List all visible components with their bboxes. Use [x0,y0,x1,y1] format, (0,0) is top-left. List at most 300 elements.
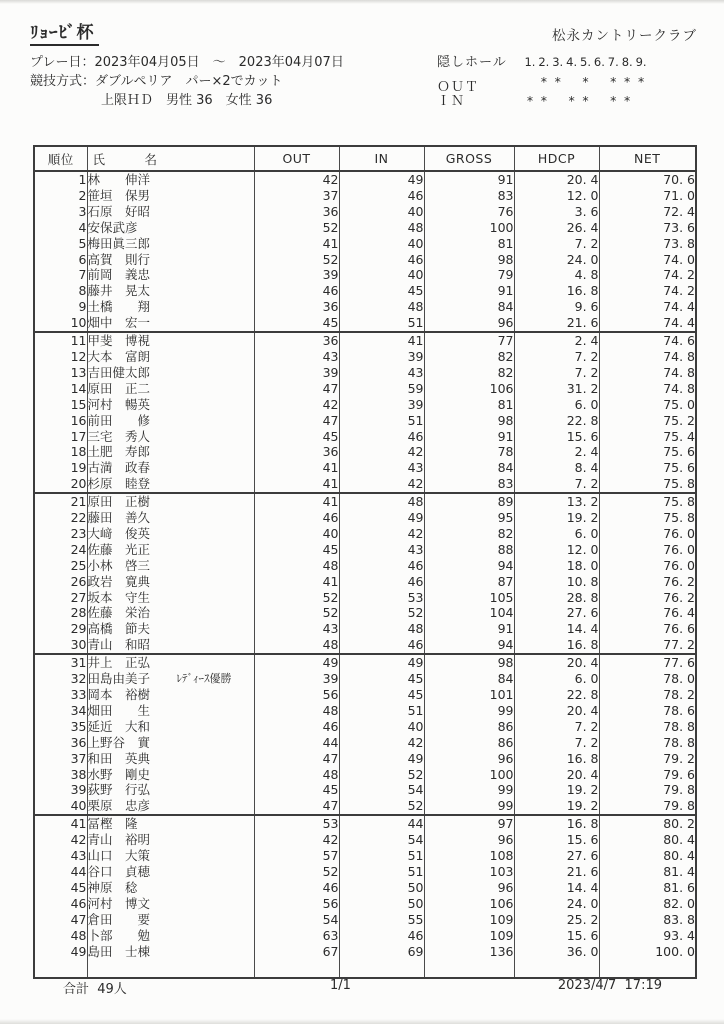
rank-cell: 38 [34,767,87,783]
player-name: 吉田健太郎 [87,364,151,380]
player-name: 大﨑 俊英 [87,525,151,541]
gross-cell: 76 [424,204,514,220]
gross-cell: 83 [424,476,514,493]
in-cell: 39 [339,349,424,365]
table-row [34,751,696,767]
net-cell: 83. 8 [599,912,696,928]
hdcp-cell: 22. 8 [514,413,599,429]
player-name: 坂本 守生 [87,589,151,605]
in-cell: 41 [339,332,424,349]
net-cell: 82. 0 [599,896,696,912]
hdcp-cell: 14. 4 [514,621,599,637]
out-cell: 43 [254,349,339,365]
in-cell: 50 [339,896,424,912]
hidden-hole-mark: * [582,74,589,89]
rank-cell: 36 [34,735,87,751]
hidden-hole-mark: * [637,74,645,89]
gross-cell: 95 [424,510,514,526]
name-cell [87,493,254,510]
hdcp-cell: 4. 8 [514,267,599,283]
gross-cell: 84 [424,299,514,315]
out-cell: 48 [254,558,339,574]
player-name: 延近 大和 [87,718,151,734]
out-header: OUT [254,146,339,171]
gross-cell: 100 [424,767,514,783]
rank-cell: 2 [34,188,87,204]
hidden-hole-mark: * [610,93,617,108]
name-cell [87,365,254,381]
name-cell [87,832,254,848]
hidden-hole-mark: * [526,93,534,108]
name-cell [87,621,254,637]
table-row [34,413,696,429]
blank-cell [424,959,514,978]
hdcp-cell: 6. 0 [514,526,599,542]
gross-cell: 83 [424,188,514,204]
net-cell: 70. 6 [599,171,696,188]
table-row [34,928,696,944]
rank-cell: 44 [34,864,87,880]
out-cell: 52 [254,590,339,606]
gross-cell: 98 [424,654,514,671]
in-cell: 49 [339,751,424,767]
net-cell: 76. 2 [599,574,696,590]
hidden-hole-mark [523,72,537,91]
table-row [34,912,696,928]
out-cell: 48 [254,637,339,654]
hidden-hole-mark: * [540,74,547,89]
in-cell: 51 [339,413,424,429]
table-row [34,510,696,526]
net-cell: 73. 6 [599,220,696,236]
net-cell: 74. 2 [599,267,696,283]
in-cell: 42 [339,476,424,493]
net-cell: 76. 4 [599,605,696,621]
name-cell [87,188,254,204]
name-cell [87,558,254,574]
hdcp-cell: 15. 6 [514,832,599,848]
hdcp-cell: 6. 0 [514,397,599,413]
table-row [34,896,696,912]
printed-datetime: 2023/4/7 17:19 [557,978,662,993]
out-cell: 46 [254,283,339,299]
net-cell: 93. 4 [599,928,696,944]
format-label: 競技方式： [30,74,96,89]
blank-cell [339,959,424,978]
player-name: 井上 正弘 [87,655,151,671]
player-name: 青山 和昭 [87,637,151,653]
gross-cell: 94 [424,637,514,654]
out-cell: 46 [254,510,339,526]
in-cell: 43 [339,460,424,476]
rank-cell: 11 [34,332,87,349]
hole-number: 2. [538,55,550,69]
table-row [34,299,696,315]
rank-cell: 26 [34,574,87,590]
name-cell [87,429,254,445]
name-cell [87,526,254,542]
gross-cell: 98 [424,252,514,268]
net-cell: 75. 6 [599,460,696,476]
gross-cell: 84 [424,460,514,476]
gross-cell: 96 [424,751,514,767]
in-cell: 40 [339,236,424,252]
in-cell: 48 [339,299,424,315]
name-cell [87,299,254,315]
out-cell: 54 [254,912,339,928]
hdcp-cell: 6. 0 [514,671,599,687]
name-cell [87,413,254,429]
in-cell: 43 [339,365,424,381]
name-cell [87,397,254,413]
rank-cell: 9 [34,299,87,315]
hdcp-cell: 2. 4 [514,332,599,349]
player-name: 土肥 寿郎 [87,444,151,460]
rank-cell: 3 [34,204,87,220]
name-cell [87,703,254,719]
out-cell: 52 [254,864,339,880]
out-cell: 42 [254,832,339,848]
rank-cell: 39 [34,782,87,798]
hdcp-cell: 24. 0 [514,252,599,268]
net-cell: 73. 8 [599,236,696,252]
player-name: 藤井 晃太 [87,283,151,299]
rank-cell: 34 [34,703,87,719]
rank-cell: 45 [34,880,87,896]
out-cell: 46 [254,719,339,735]
rank-cell: 15 [34,397,87,413]
hdcp-cell: 10. 8 [514,574,599,590]
name-cell [87,735,254,751]
table-row [34,542,696,558]
hdcp-cell: 21. 6 [514,864,599,880]
rank-cell: 6 [34,252,87,268]
name-cell [87,798,254,815]
tournament-title: ﾘｮｰﾋﾞ杯 [30,18,99,46]
player-name: 原田 正二 [87,380,151,396]
hidden-hole-mark: * [568,93,575,108]
club-name: 松永カントリークラブ [552,28,697,44]
in-cell: 52 [339,767,424,783]
table-row [34,864,696,880]
hdcp-cell: 22. 8 [514,687,599,703]
in-cell: 59 [339,381,424,397]
gross-cell: 86 [424,719,514,735]
player-name: 大本 富朗 [87,348,151,364]
rank-cell: 29 [34,621,87,637]
rank-cell: 14 [34,381,87,397]
hole-number: 5. [580,55,591,69]
out-cell: 41 [254,574,339,590]
player-name: 卜部 勉 [87,927,151,943]
in-header: IN [339,146,424,171]
table-row [34,220,696,236]
name-cell [87,912,254,928]
table-row [34,252,696,268]
player-name: 高橋 節夫 [87,621,151,637]
hidden-holes-in-label: ＩＮ [437,94,466,109]
gross-cell: 87 [424,574,514,590]
name-cell [87,381,254,397]
in-cell: 46 [339,928,424,944]
out-cell: 45 [254,429,339,445]
hdcp-cell: 16. 8 [514,815,599,832]
player-name: 和田 英典 [87,750,151,766]
player-name: 杉原 睦登 [87,476,151,492]
net-cell: 71. 0 [599,188,696,204]
in-cell: 44 [339,815,424,832]
net-cell: 75. 2 [599,413,696,429]
net-cell: 81. 4 [599,864,696,880]
table-row [34,671,696,687]
results-header [34,146,696,171]
gross-cell: 82 [424,365,514,381]
table-row [34,315,696,332]
gross-cell: 94 [424,558,514,574]
net-cell: 75. 6 [599,444,696,460]
hdcp-header: HDCP [514,146,599,171]
hidden-hole-mark [592,91,606,110]
net-cell: 74. 2 [599,283,696,299]
rank-cell: 16 [34,413,87,429]
in-cell: 51 [339,848,424,864]
out-cell: 36 [254,444,339,460]
player-name: 笹垣 保男 [87,187,151,203]
hdcp-cell: 28. 8 [514,590,599,606]
gross-cell: 77 [424,332,514,349]
in-cell: 51 [339,864,424,880]
name-cell [87,460,254,476]
out-cell: 47 [254,413,339,429]
blank-row [34,959,696,978]
table-row [34,703,696,719]
gross-cell: 106 [424,381,514,397]
rank-cell: 37 [34,751,87,767]
net-cell: 76. 2 [599,590,696,606]
in-cell: 46 [339,558,424,574]
in-cell: 45 [339,283,424,299]
rank-cell: 46 [34,896,87,912]
player-name: 栗原 忠彦 [87,798,151,814]
hole-number: 4. [566,55,578,69]
rank-cell: 23 [34,526,87,542]
out-cell: 52 [254,252,339,268]
net-cell: 79. 2 [599,751,696,767]
rank-cell: 40 [34,798,87,815]
hidden-hole-mark: * [554,74,561,89]
player-name: 島田 士棟 [87,943,151,959]
table-row [34,204,696,220]
blank-cell [514,959,599,978]
net-cell: 76. 0 [599,558,696,574]
name-header: 氏 名 [87,146,254,171]
rank-cell: 18 [34,444,87,460]
table-row [34,349,696,365]
in-cell: 53 [339,590,424,606]
hdcp-cell: 12. 0 [514,542,599,558]
gross-cell: 79 [424,267,514,283]
player-name: 梅田眞三郎 [87,235,151,251]
gross-cell: 106 [424,896,514,912]
rank-cell: 32 [34,671,87,687]
net-cell: 78. 2 [599,687,696,703]
player-name: 水野 剛史 [87,766,151,782]
out-cell: 53 [254,815,339,832]
name-cell [87,283,254,299]
rank-cell: 42 [34,832,87,848]
out-cell: 36 [254,299,339,315]
table-row [34,267,696,283]
total-players: 合計 49人 [63,982,127,997]
net-cell: 75. 8 [599,476,696,493]
net-cell: 76. 0 [599,526,696,542]
net-cell: 77. 6 [599,654,696,671]
net-header: NET [599,146,696,171]
name-cell [87,444,254,460]
hidden-hole-mark: * [610,74,617,89]
hdcp-cell: 20. 4 [514,703,599,719]
in-cell: 54 [339,832,424,848]
gross-cell: 84 [424,671,514,687]
net-cell: 78. 8 [599,735,696,751]
table-row [34,574,696,590]
player-name: 藤田 善久 [87,510,151,526]
hdcp-cell: 25. 2 [514,912,599,928]
hidden-hole-mark: * [540,93,547,108]
hidden-holes-block [437,53,648,110]
table-row [34,848,696,864]
net-cell: 79. 8 [599,798,696,815]
hidden-holes-header-row [437,53,648,72]
net-cell: 75. 4 [599,429,696,445]
gross-cell: 82 [424,349,514,365]
rank-cell: 30 [34,637,87,654]
player-name: 佐藤 光正 [87,541,151,557]
rank-cell: 24 [34,542,87,558]
table-row [34,188,696,204]
net-cell: 74. 8 [599,381,696,397]
rank-cell: 41 [34,815,87,832]
player-name: 倉田 要 [87,911,151,927]
hdcp-cell: 15. 6 [514,429,599,445]
format-value: ダブルペリア パー×2でカット [95,74,283,89]
net-cell: 80. 4 [599,832,696,848]
gross-cell: 136 [424,944,514,960]
name-cell [87,687,254,703]
out-cell: 36 [254,332,339,349]
out-cell: 39 [254,267,339,283]
in-cell: 46 [339,252,424,268]
page-number: 1/1 [330,978,351,993]
name-cell [87,815,254,832]
rank-cell: 25 [34,558,87,574]
gross-header: GROSS [424,146,514,171]
net-cell: 75. 8 [599,510,696,526]
in-cell: 42 [339,735,424,751]
hidden-holes-in-row [437,91,648,110]
net-cell: 78. 6 [599,703,696,719]
rank-cell: 1 [34,171,87,188]
out-cell: 45 [254,542,339,558]
hidden-holes-in-marks [523,91,648,110]
rank-cell: 13 [34,365,87,381]
name-cell [87,590,254,606]
hdcp-cell: 7. 2 [514,236,599,252]
player-name: 前岡 義忠 [87,267,151,283]
blank-cell [34,959,87,978]
player-name: 畑中 宏一 [87,315,151,331]
gross-cell: 91 [424,429,514,445]
play-date-value: 2023年04月05日 ～ 2023年04月07日 [94,55,344,70]
rank-cell: 35 [34,719,87,735]
gross-cell: 91 [424,621,514,637]
blank-cell [599,959,696,978]
out-cell: 46 [254,880,339,896]
player-name: 畑田 生 [87,702,151,718]
in-cell: 55 [339,912,424,928]
rank-cell: 20 [34,476,87,493]
format-line [30,72,344,91]
net-cell: 72. 4 [599,204,696,220]
out-cell: 47 [254,381,339,397]
name-cell [87,315,254,332]
in-cell: 46 [339,188,424,204]
hdcp-cell: 27. 6 [514,605,599,621]
table-row [34,767,696,783]
out-cell: 42 [254,171,339,188]
hdcp-cell: 20. 4 [514,767,599,783]
table-row [34,605,696,621]
rank-header: 順位 [34,146,87,171]
table-row [34,444,696,460]
table-row [34,283,696,299]
name-cell [87,671,254,687]
gross-cell: 89 [424,493,514,510]
net-cell: 74. 0 [599,252,696,268]
gross-cell: 103 [424,864,514,880]
gross-cell: 82 [424,526,514,542]
hdcp-cell: 31. 2 [514,381,599,397]
net-cell: 80. 2 [599,815,696,832]
name-cell [87,605,254,621]
gross-cell: 108 [424,848,514,864]
name-cell [87,637,254,654]
hdcp-cell: 19. 2 [514,798,599,815]
in-cell: 50 [339,880,424,896]
rank-cell: 5 [34,236,87,252]
name-cell [87,542,254,558]
table-row [34,719,696,735]
hdcp-cell: 12. 0 [514,188,599,204]
in-cell: 40 [339,204,424,220]
net-cell: 77. 2 [599,637,696,654]
rank-cell: 43 [34,848,87,864]
rank-cell: 21 [34,493,87,510]
hidden-holes-numbers [523,53,648,72]
net-cell: 76. 0 [599,542,696,558]
table-row [34,558,696,574]
in-cell: 46 [339,637,424,654]
table-row [34,171,696,188]
gross-cell: 98 [424,413,514,429]
net-cell: 79. 8 [599,782,696,798]
player-name: 山口 大策 [87,848,151,864]
hdcp-cell: 13. 2 [514,493,599,510]
net-cell: 74. 4 [599,299,696,315]
player-name: 石原 好昭 [87,203,151,219]
gross-cell: 99 [424,703,514,719]
hole-number: 9. [635,55,647,69]
